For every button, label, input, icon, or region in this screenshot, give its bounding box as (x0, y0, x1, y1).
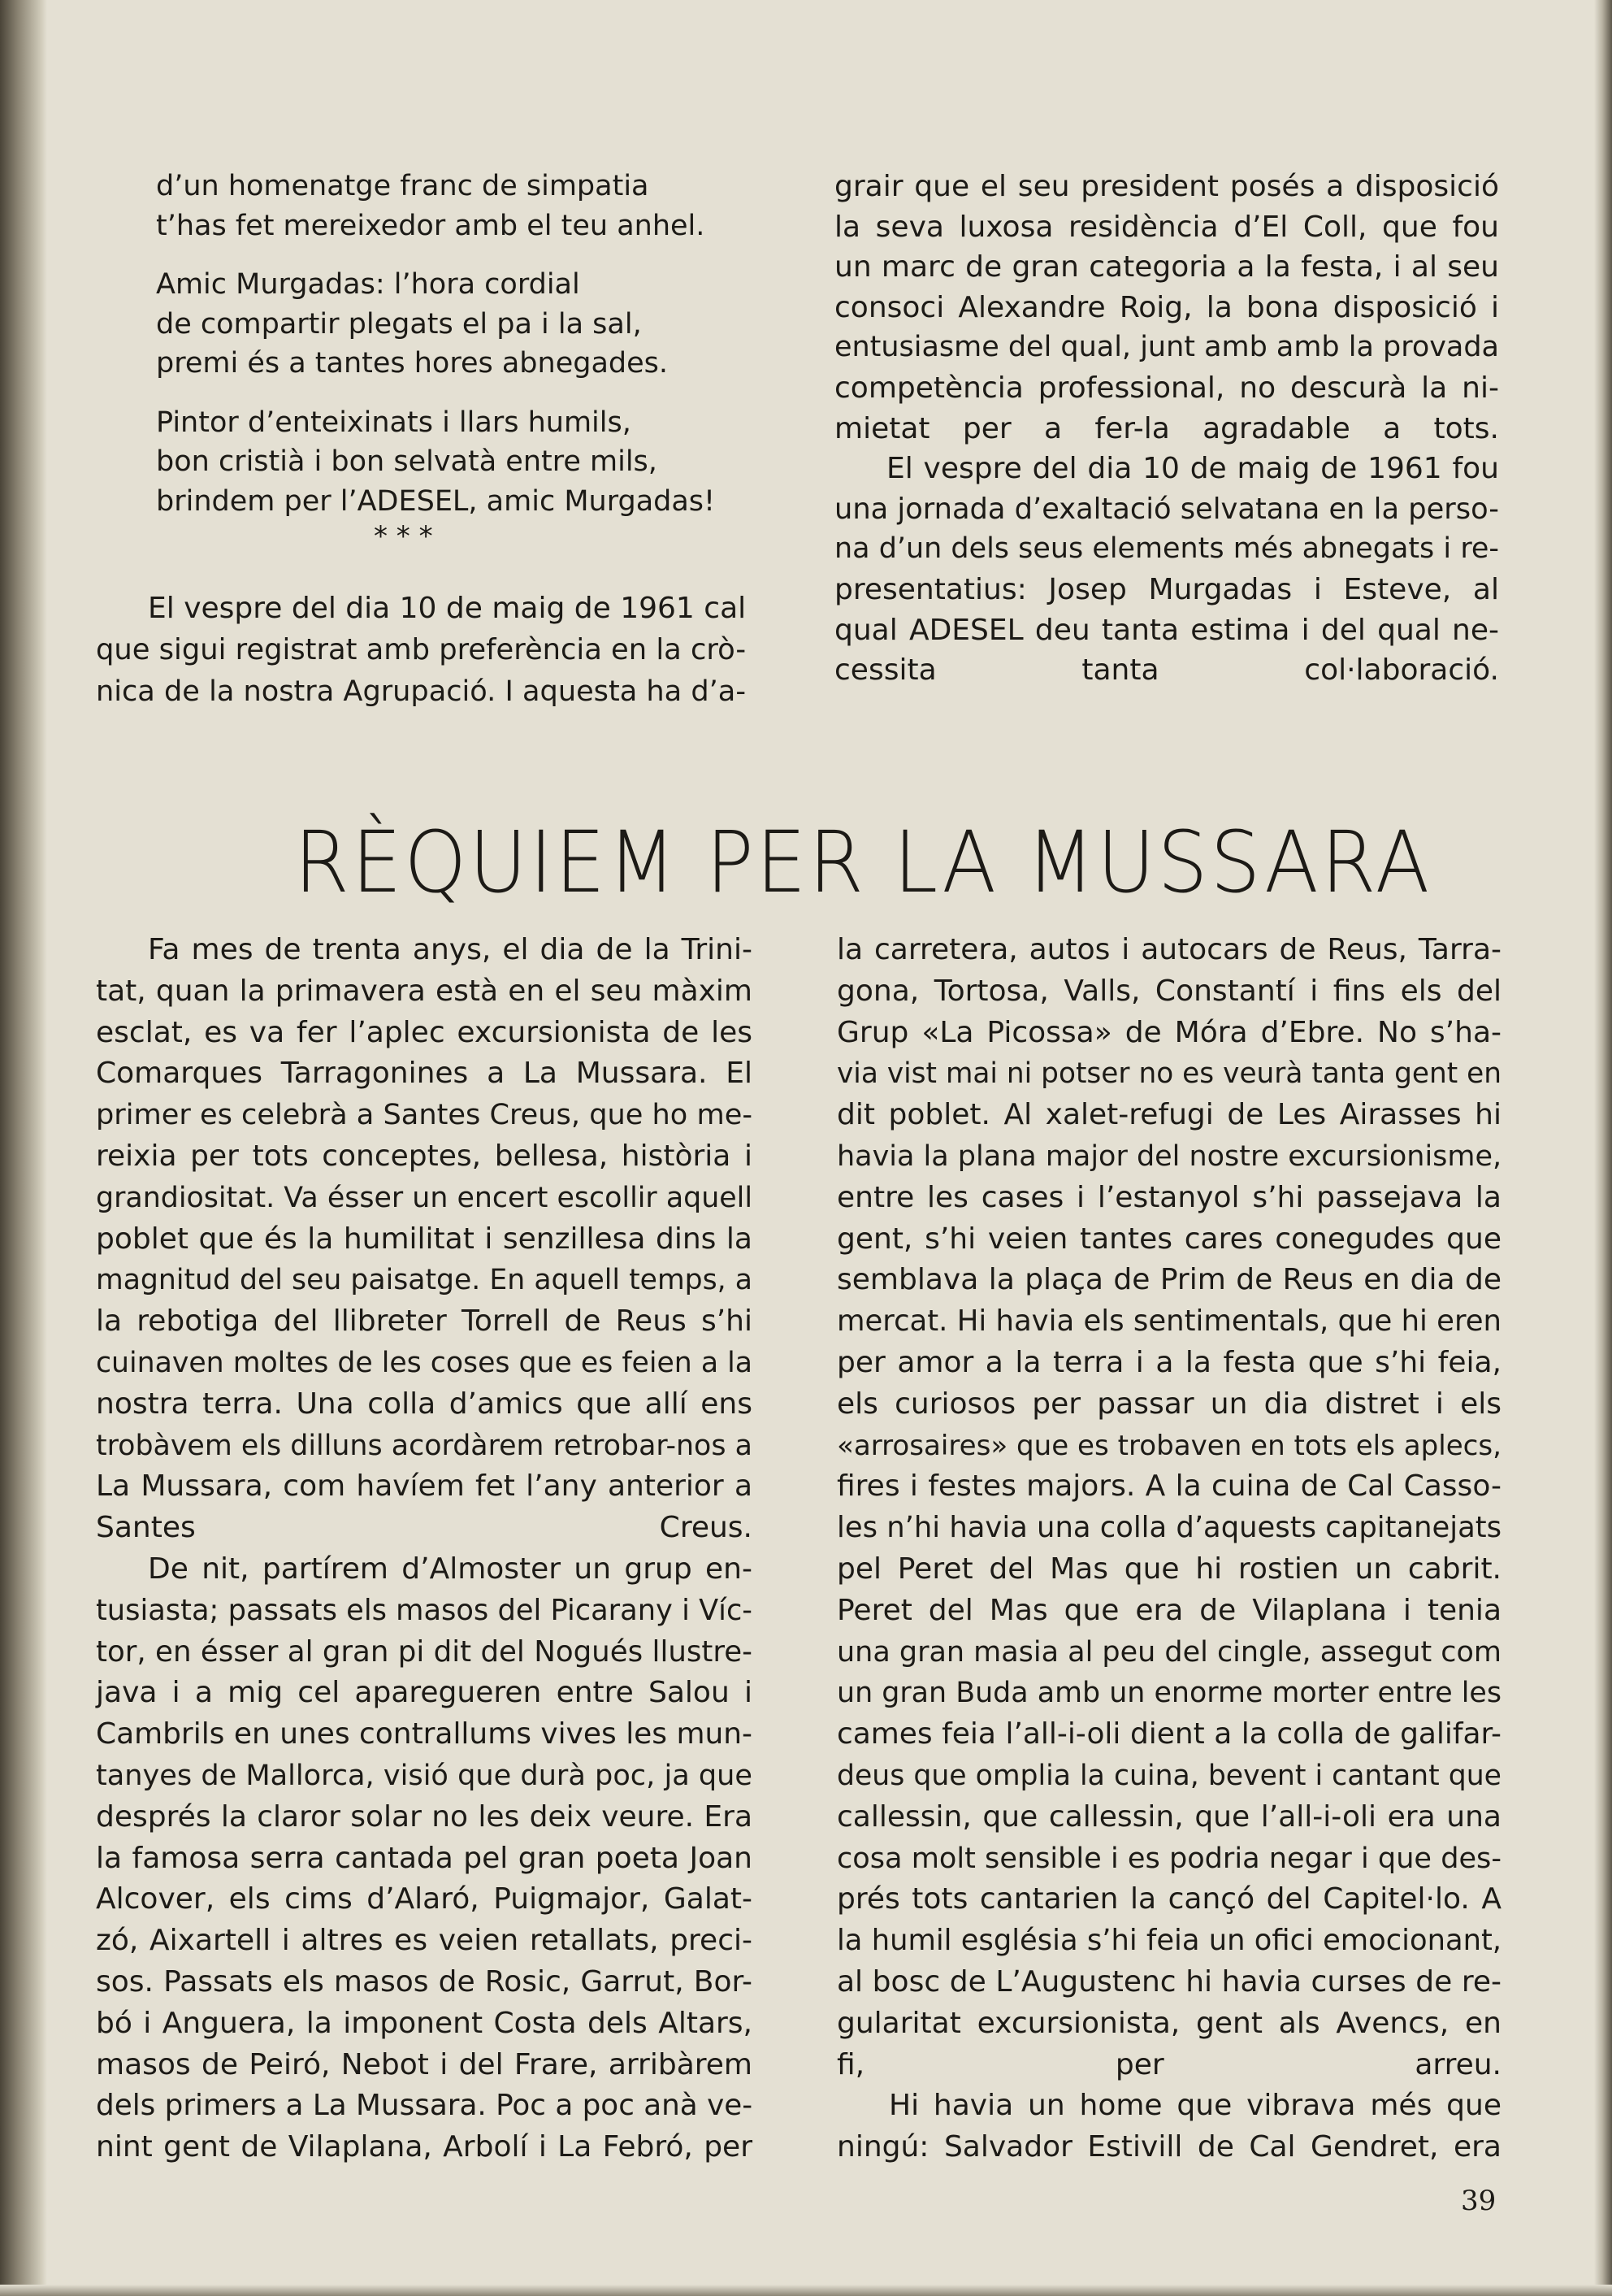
text-line: competència professional, no descurà la ni- (834, 371, 1499, 405)
text-line: «arrosaires» que es trobaven en tots els aplecs, (837, 1429, 1502, 1462)
poem-stanza (156, 265, 774, 384)
text-line: sos. Passats els masos de Rosic, Garrut, Bor- (96, 1964, 752, 1999)
text-line: un marc de gran categoria a la festa, i al seu (834, 250, 1499, 284)
text-line: fi, per arreu. (837, 2047, 1502, 2081)
page-number: 39 (1461, 2185, 1497, 2217)
text-line: la famosa serra cantada pel gran poeta Joan (96, 1841, 752, 1875)
text-line: mietat per a fer-la agradable a tots. (834, 411, 1499, 445)
poem-line: brindem per l’ADESEL, amic Murgadas! (156, 484, 716, 518)
poem-stanza (156, 403, 774, 522)
text-line: mercat. Hi havia els sentimentals, que hi eren (837, 1304, 1502, 1339)
text-line: Grup «La Picossa» de Móra d’Ebre. No s’ha- (837, 1015, 1502, 1049)
text-line (96, 588, 746, 630)
text-line: tanyes de Mallorca, visió que durà poc, ja que (96, 1758, 752, 1792)
text-line: havia la plana major del nostre excursionisme, (837, 1139, 1502, 1173)
text-line: poblet que és la humilitat i senzillesa dins la (96, 1222, 752, 1256)
text-line: magnitud del seu paisatge. En aquell temps, a (96, 1264, 752, 1297)
text-line: zó, Aixartell i altres es veien retallats, preci- (96, 1924, 752, 1958)
text-line: dels primers a La Mussara. Poc a poc anà ve- (96, 2089, 753, 2123)
page-binding-shadow (0, 0, 47, 2296)
text-line: grair que el seu president posés a disposició (834, 170, 1499, 203)
poem-line: bon cristià i bon selvatà entre mils, (156, 445, 657, 478)
text-line: nostra terra. Una colla d’amics que allí ens (96, 1387, 752, 1421)
intro-right-column (834, 167, 1499, 691)
intro-left-paragraph (96, 588, 746, 712)
text-line: La Mussara, com havíem fet l’any anterior a (96, 1469, 752, 1504)
text-line: un gran Buda amb un enorme morter entre les (837, 1677, 1502, 1710)
text-line: via vist mai ni potser no es veurà tanta gent en (837, 1057, 1502, 1091)
text-line: qual ADESEL deu tanta estima i del qual ne- (834, 613, 1499, 647)
text-line: gent, s’hi veien tantes cares conegudes que (837, 1222, 1502, 1256)
text-line: Cambrils en unes contrallums vives les mun- (96, 1717, 752, 1751)
text-line: ningú: Salvador Estivill de Cal Gendret, era (837, 2130, 1502, 2164)
poem-line: Amic Murgadas: l’hora cordial (156, 268, 580, 301)
text-line: la humil església s’hi feia un ofici emocionant, (837, 1924, 1502, 1958)
text-line: una gran masia al peu del cingle, assegut com (837, 1635, 1502, 1669)
text-line: pel Peret del Mas que hi rostien un cabrit. (837, 1552, 1502, 1586)
text-line: De nit, partírem d’Almoster un grup en- (148, 1552, 752, 1586)
text-line: després la claror solar no les deix veure. Era (96, 1799, 752, 1834)
text-line: tor, en ésser al gran pi dit del Nogués llustre- (96, 1634, 752, 1669)
text-line: Hi havia un home que vibrava més que (889, 2089, 1502, 2123)
text-line: les n’hi havia una colla d’aquests capitanejats (837, 1511, 1502, 1545)
text-line: que sigui registrat amb preferència en la crò- (96, 632, 747, 666)
text-line: nint gent de Vilaplana, Arbolí i La Febró, per (96, 2130, 752, 2164)
text-line: la seva luxosa residència d’El Coll, que fou (834, 210, 1499, 244)
text-line: Alcover, els cims d’Alaró, Puigmajor, Galat- (96, 1882, 752, 1916)
text-line: cosa molt sensible i es podria negar i que des- (837, 1841, 1502, 1875)
text-line: masos de Peiró, Nebot i del Frare, arribàrem (96, 2047, 752, 2081)
text-line: la rebotiga del llibreter Torrell de Reus s’hi (96, 1304, 752, 1339)
poem-stanza (156, 167, 774, 245)
text-line: cames feia l’all-i-oli dient a la colla de galifar- (837, 1717, 1502, 1751)
text-line: tat, quan la primavera està en el seu màxim (96, 974, 752, 1008)
text-line: gularitat excursionista, gent als Avencs, en (837, 2006, 1502, 2040)
page-bottom-edge (0, 2285, 1612, 2296)
text-line: fires i festes majors. A la cuina de Cal Casso- (837, 1469, 1502, 1504)
text-line: Peret del Mas que era de Vilaplana i tenia (837, 1593, 1502, 1627)
poem-line: t’has fet mereixedor amb el teu anhel. (156, 209, 705, 242)
text-line: gona, Tortosa, Valls, Constantí i fins els del (837, 974, 1502, 1008)
text-line: reixia per tots conceptes, bellesa, història i (96, 1139, 752, 1173)
text-line: nica de la nostra Agrupació. I aquesta ha d’a- (96, 674, 746, 708)
text-line: cuinaven moltes de les coses que es feien a la (96, 1346, 752, 1379)
text-line: Fa mes de trenta anys, el dia de la Trini- (148, 933, 752, 966)
text-line: java i a mig cel aparegueren entre Salou i (96, 1676, 752, 1710)
text-line: una jornada d’exaltació selvatana en la perso- (834, 492, 1499, 526)
text-line: trobàvem els dilluns acordàrem retrobar-nos a (96, 1429, 752, 1462)
text-line: semblava la plaça de Prim de Reus en dia de (837, 1263, 1502, 1297)
text-line: esclat, es va fer l’aplec excursionista de les (96, 1015, 752, 1049)
text-line: entre les cases i l’estanyol s’hi passejava la (837, 1180, 1502, 1214)
poem-line: d’un homenatge franc de simpatia (156, 170, 649, 202)
text-line: El vespre del dia 10 de maig de 1961 fou (886, 452, 1499, 486)
text-line: presentatius: Josep Murgadas i Esteve, al (834, 572, 1499, 606)
poem-line: de compartir plegats el pa i la sal, (156, 307, 642, 341)
text-line: cessita tanta col·laboració. (834, 653, 1499, 688)
text-line: entusiasme del qual, junt amb amb la provada (834, 331, 1499, 364)
text-line: Comarques Tarragonines a La Mussara. El (96, 1057, 752, 1091)
text-line: la carretera, autos i autocars de Reus, Tarra- (837, 933, 1502, 966)
text-line: consoci Alexandre Roig, la bona disposició i (834, 290, 1499, 324)
text-line: callessin, que callessin, que l’all-i-oli era una (837, 1799, 1502, 1834)
section-separator: * * * (374, 520, 433, 553)
text-line: tusiasta; passats els masos del Picarany i Víc- (96, 1593, 752, 1627)
text-line: deus que omplia la cuina, bevent i cantant que (837, 1759, 1502, 1792)
text-line: per amor a la terra i a la festa que s’hi feia, (837, 1345, 1502, 1379)
text-line: na d’un dels seus elements més abnegats i re- (834, 532, 1499, 566)
text-line: grandiositat. Va ésser un encert escollir aquell (96, 1181, 752, 1214)
text-line: bó i Anguera, la imponent Costa dels Altars, (96, 2006, 752, 2040)
line-text: El vespre del dia 10 de maig de 1961 cal (148, 592, 747, 625)
text-line: els curiosos per passar un dia distret i els (837, 1387, 1502, 1421)
text-line: primer es celebrà a Santes Creus, que ho me- (96, 1098, 752, 1132)
text-line: dit poblet. Al xalet-refugi de Les Airasses hi (837, 1098, 1502, 1132)
text-line: Santes Creus. (96, 1511, 752, 1545)
poem-line: premi és a tantes hores abnegades. (156, 347, 669, 380)
poem (156, 167, 774, 540)
page-right-edge (1594, 0, 1612, 2296)
text-line: al bosc de L’Augustenc hi havia curses de re- (837, 1964, 1502, 1999)
text-line: prés tots cantarien la cançó del Capitel·lo. A (837, 1882, 1502, 1916)
article-left-column (96, 930, 752, 2168)
poem-line: Pintor d’enteixinats i llars humils, (156, 406, 631, 439)
article-right-column (837, 930, 1502, 2168)
article-title: RÈQUIEM PER LA MUSSARA (294, 813, 1432, 912)
